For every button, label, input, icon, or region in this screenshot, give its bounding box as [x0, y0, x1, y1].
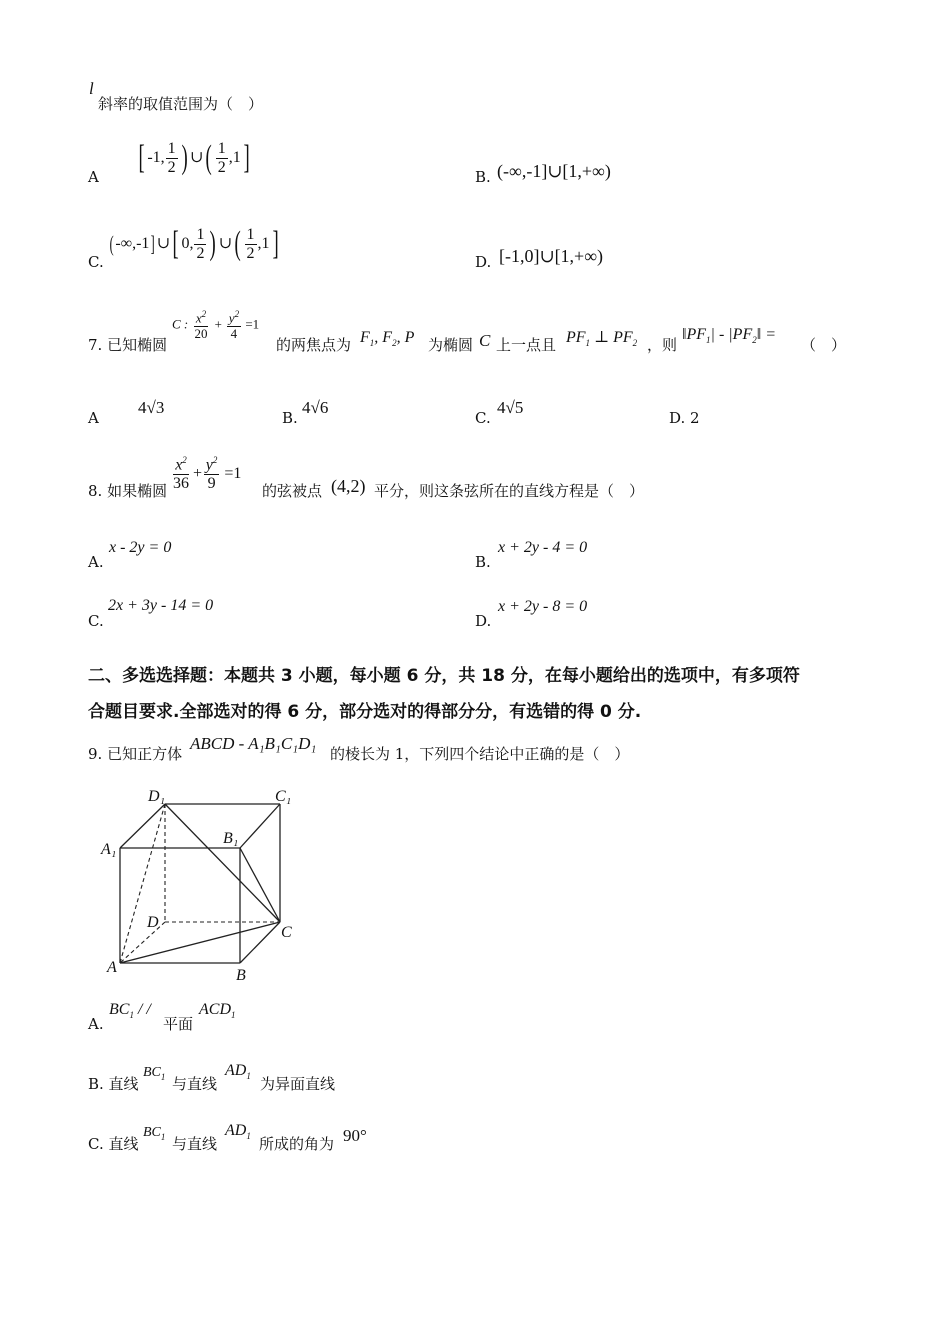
- q6-option-c-math: ( -∞,-1] ∪[ 0, $\frac{1}{2}$ ) ∪( $\frac{1}{2}$ ,1]: [109, 225, 279, 263]
- q7-option-b-label: B.: [282, 409, 298, 427]
- line-b1c: [240, 848, 280, 922]
- hidden-line-d1a: [120, 804, 165, 963]
- section-heading-line2: 合题目要求.全部选对的得 6 分，部分选对的得部分分，有选错的得 0 分.: [88, 702, 642, 722]
- line-l-symbol: l: [89, 79, 94, 98]
- q7-mid3: 上一点且: [496, 336, 557, 354]
- vertex-label-a1: A₁: [101, 841, 117, 858]
- q9-option-a-plane: $ACD_1$: [199, 1001, 236, 1021]
- line-d1c: [165, 804, 280, 922]
- q7-option-c-label: C.: [475, 409, 491, 427]
- q9-prefix: 9. 已知正方体: [88, 745, 183, 763]
- q9-option-c-end: 所成的角为: [259, 1135, 335, 1153]
- q7-prefix: 7. 已知椭圆: [88, 336, 168, 354]
- q7-perpendicular-condition: $PF_1$ ⊥ $PF_2$: [566, 329, 638, 349]
- q9-option-b-line2: $AD_1$: [225, 1062, 251, 1082]
- q8-option-c-label: C.: [88, 612, 104, 630]
- q8-option-b-equation: x + 2y - 4 = 0: [498, 539, 588, 556]
- q9-option-a-line: $BC_1$ / /: [109, 1001, 151, 1021]
- q8-mid: 的弦被点: [262, 482, 323, 500]
- cube-diagram: [95, 780, 315, 990]
- q6-option-c-label: C.: [88, 253, 104, 271]
- q6-option-d-math: [-1,0]∪[1,+∞): [499, 246, 604, 266]
- q9-suffix: 的棱长为 1，下列四个结论中正确的是（ ）: [330, 745, 630, 763]
- q7-option-a-label: A: [88, 409, 99, 427]
- q9-option-b-text: B. 直线: [88, 1075, 139, 1093]
- q9-option-c-line1: $BC_1$: [143, 1125, 166, 1142]
- vertex-label-c: C: [281, 924, 292, 941]
- q6-option-b-label: B.: [475, 168, 491, 186]
- line-ac: [120, 922, 280, 963]
- vertex-label-d1: D₁: [148, 788, 166, 805]
- q7-mid2: 为椭圆: [428, 336, 474, 354]
- edge-c1b1: [240, 804, 280, 848]
- vertex-label-c1: C₁: [275, 788, 292, 805]
- vertex-label-d: D: [147, 914, 159, 931]
- q8-point: (4,2): [331, 476, 366, 496]
- q6-option-a-math: [ -1, $\frac{1}{2}$ ) ∪( $\frac{1}{2}$ ,1]: [138, 139, 250, 177]
- q8-option-a-label: A.: [88, 553, 104, 571]
- q7-expression: $‖PF_1|$ - $|PF_2‖$ =: [682, 326, 777, 346]
- slope-range-question: 斜率的取值范围为（ ）: [98, 95, 264, 113]
- section-heading-line1: 二、多选选择题：本题共 3 小题，每小题 6 分，共 18 分，在每小题给出的选项中，有多项符: [88, 666, 800, 686]
- q8-option-a-equation: x - 2y = 0: [109, 539, 172, 556]
- q9-option-b-line1: $BC_1$: [143, 1065, 166, 1082]
- q8-option-d-equation: x + 2y - 8 = 0: [498, 598, 588, 615]
- q9-option-c-angle: 90°: [343, 1126, 367, 1145]
- q9-cube-name: ABCD - A₁B₁C₁D₁: [190, 734, 317, 753]
- q9-option-c-text: C. 直线: [88, 1135, 139, 1153]
- q8-prefix: 8. 如果椭圆: [88, 482, 168, 500]
- q7-option-c-value: 4√5: [497, 398, 524, 417]
- q9-option-a-label: A.: [88, 1015, 104, 1033]
- q9-option-c-line2: $AD_1$: [225, 1122, 251, 1142]
- q7-suffix: （ ）: [801, 336, 847, 354]
- q6-option-d-label: D.: [475, 253, 492, 271]
- q6-option-b-math: (-∞,-1]∪[1,+∞): [497, 161, 611, 181]
- q8-suffix: 平分，则这条弦所在的直线方程是（ ）: [374, 482, 645, 500]
- q9-option-a-plane-word: 平面: [163, 1015, 194, 1033]
- q7-c-symbol: C: [479, 331, 491, 350]
- q7-option-b-value: 4√6: [302, 398, 329, 417]
- q7-ellipse-equation: C : $\frac{x^2}{20}$ + $\frac{y^2}{4}$ =1: [172, 309, 260, 341]
- q9-option-b-end: 为异面直线: [260, 1075, 336, 1093]
- q8-option-b-label: B.: [475, 553, 491, 571]
- vertex-label-b1: B₁: [223, 830, 239, 847]
- vertex-label-b: B: [236, 967, 246, 984]
- q6-option-a-label: A: [88, 168, 99, 186]
- q7-mid4: ，则: [647, 336, 678, 354]
- q7-option-d-label: D. 2: [669, 409, 700, 427]
- vertex-label-a: A: [107, 959, 117, 976]
- q8-ellipse-equation: $\frac{x^2}{36}$ + $\frac{y^2}{9}$ =1: [173, 455, 242, 492]
- q8-option-d-label: D.: [475, 612, 492, 630]
- q7-foci: $F_1$, $F_2$, P: [360, 329, 415, 349]
- q7-option-a-value: 4√3: [138, 398, 165, 417]
- q9-option-c-mid: 与直线: [172, 1135, 218, 1153]
- q7-mid1: 的两焦点为: [276, 336, 352, 354]
- q8-option-c-equation: 2x + 3y - 14 = 0: [108, 597, 214, 614]
- q9-option-b-mid: 与直线: [172, 1075, 218, 1093]
- edge-cb: [240, 922, 280, 963]
